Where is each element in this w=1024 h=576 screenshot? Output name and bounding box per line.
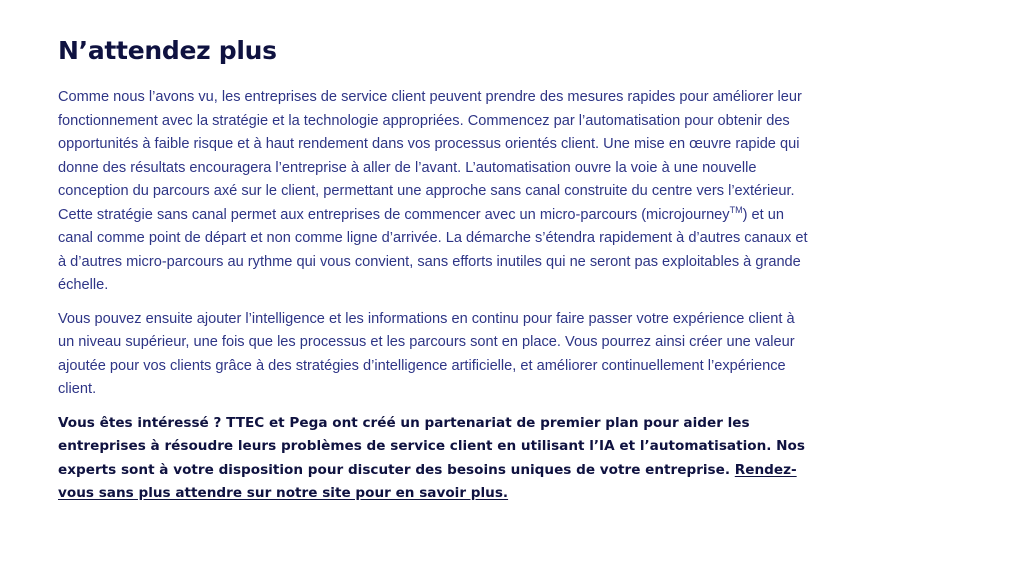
page-title: N’attendez plus bbox=[58, 36, 277, 65]
paragraph-1-text-end: ) et un canal comme point de départ et non comme ligne d’arrivée. La démarche s’étendra rapidement à d’autres canaux et à d’autres micro-parcours au rythme qui vous convient, sans efforts inutiles qui ne seront pas exploitables à grande échelle. bbox=[58, 206, 808, 293]
call-to-action-text: Vous êtes intéressé ? TTEC et Pega ont créé un partenariat de premier plan pour aider les entreprises à résoudre leurs problèmes de service client en utilisant l’IA et l’automatisation. Nos experts sont à votre disposition pour discuter des besoins uniques de votre entreprise. bbox=[58, 414, 805, 478]
body-paragraph-1 bbox=[58, 86, 808, 298]
trademark-superscript: TM bbox=[729, 204, 743, 215]
body-paragraph-2: Vous pouvez ensuite ajouter l’intelligence et les informations en continu pour faire passer votre expérience client à un niveau supérieur, une fois que les processus et les parcours sont en place. Vous pourrez ainsi créer une valeur ajoutée pour vos clients grâce à des stratégies d’intelligence artificielle, et améliorer continuellement l’expérience client. bbox=[58, 310, 795, 397]
learn-more-link[interactable]: Rendez-vous sans plus attendre sur notre site pour en savoir plus. bbox=[58, 461, 797, 501]
paragraph-1-text-start: Comme nous l’avons vu, les entreprises de service client peuvent prendre des mesures rapides pour améliorer leur fonctionnement avec la stratégie et la technologie appropriées. Commencez par l’automatisation pour obtenir des opportunités à faible risque et à haut rendement dans vos processus orientés client. Une mise en œuvre rapide qui donne des résultats encouragera l’entreprise à aller de l’avant. L’automatisation ouvre la voie à une nouvelle conception du parcours axé sur le client, permettant une approche sans canal construite du centre vers l’extérieur. Cette stratégie sans canal permet aux entreprises de commencer avec un micro-parcours (microjourney bbox=[58, 89, 802, 223]
call-to-action-paragraph bbox=[58, 412, 808, 506]
